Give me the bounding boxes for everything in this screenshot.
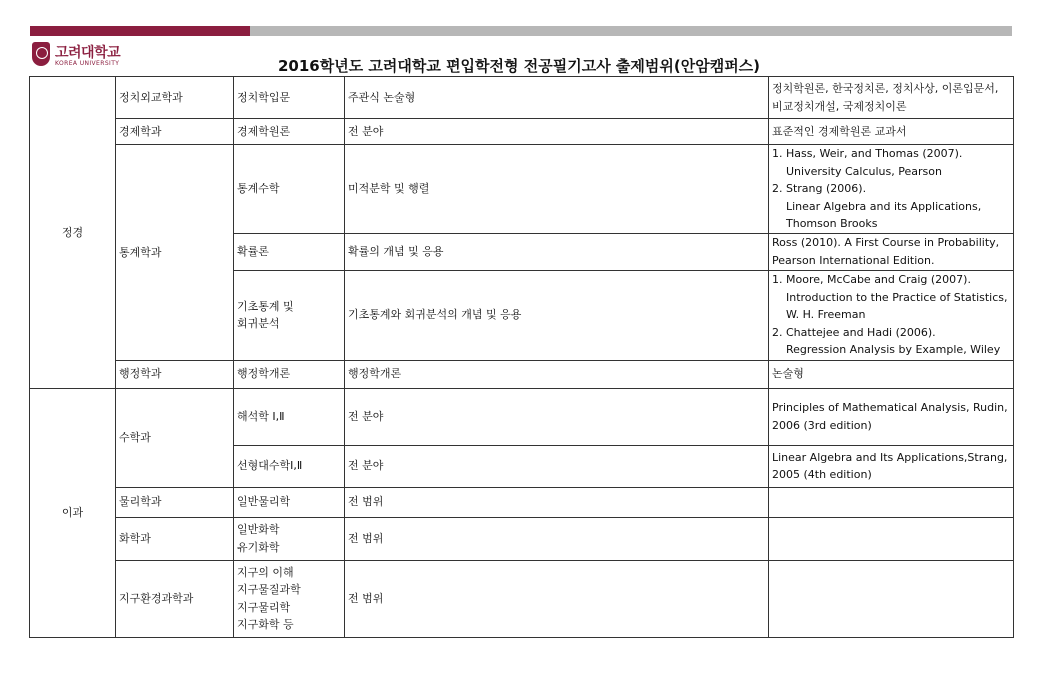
logo-name: 고려대학교 [55, 45, 121, 61]
department-cell: 행정학과 [116, 360, 234, 388]
scope-cell: 행정학개론 [345, 360, 769, 388]
department-cell: 경제학과 [116, 119, 234, 145]
subject-cell: 확률론 [234, 233, 345, 270]
table-row [30, 360, 1014, 388]
reference-cell: Ross (2010). A First Course in Probability, Pearson International Edition. [769, 233, 1014, 270]
subject-cell: 지구의 이해 지구물질과학 지구물리학 지구화학 등 [234, 560, 345, 637]
reference-cell [769, 560, 1014, 637]
subject-cell: 일반물리학 [234, 487, 345, 517]
reference-cell: 논술형 [769, 360, 1014, 388]
reference-cell: 1. Moore, McCabe and Craig (2007). Introduction to the Practice of Statistics, W. H. Freeman 2. Chattejee and Hadi (2006). Regression Analysis by Example, Wiley [769, 270, 1014, 360]
subject-cell: 선형대수학Ⅰ,Ⅱ [234, 445, 345, 487]
subject-cell: 해석학 Ⅰ,Ⅱ [234, 388, 345, 445]
subject-cell: 기초통계 및 회귀분석 [234, 270, 345, 360]
group-cell: 정경 [30, 77, 116, 389]
department-cell: 수학과 [116, 388, 234, 487]
scope-cell: 전 분야 [345, 445, 769, 487]
scope-cell: 전 범위 [345, 517, 769, 560]
table-row [30, 560, 1014, 637]
subject-cell: 정치학입문 [234, 77, 345, 119]
table-row [30, 487, 1014, 517]
scope-cell: 전 범위 [345, 487, 769, 517]
department-cell: 물리학과 [116, 487, 234, 517]
table-row [30, 77, 1014, 119]
reference-cell: Principles of Mathematical Analysis, Rudin, 2006 (3rd edition) [769, 388, 1014, 445]
logo-subtitle: KOREA UNIVERSITY [55, 60, 120, 67]
subject-cell: 일반화학 유기화학 [234, 517, 345, 560]
scope-cell: 미적분학 및 행렬 [345, 145, 769, 234]
page-title: 2016학년도 고려대학교 편입학전형 전공필기고사 출제범위(안암캠퍼스) [277, 57, 761, 75]
department-cell: 정치외교학과 [116, 77, 234, 119]
reference-cell: Linear Algebra and Its Applications,Strang, 2005 (4th edition) [769, 445, 1014, 487]
table-row [30, 517, 1014, 560]
exam-scope-table [29, 76, 1014, 638]
reference-cell [769, 487, 1014, 517]
department-cell: 지구환경과학과 [116, 560, 234, 637]
table-row [30, 388, 1014, 445]
header-bar [250, 26, 1012, 36]
header-bar-accent [30, 26, 250, 36]
scope-cell: 확률의 개념 및 응용 [345, 233, 769, 270]
group-cell: 이과 [30, 388, 116, 637]
scope-cell: 전 범위 [345, 560, 769, 637]
table-row [30, 119, 1014, 145]
subject-cell: 경제학원론 [234, 119, 345, 145]
scope-cell: 주관식 논술형 [345, 77, 769, 119]
department-cell: 통계학과 [116, 145, 234, 361]
department-cell: 화학과 [116, 517, 234, 560]
scope-cell: 전 분야 [345, 388, 769, 445]
table-row [30, 145, 1014, 234]
reference-cell: 표준적인 경제학원론 교과서 [769, 119, 1014, 145]
reference-cell [769, 517, 1014, 560]
scope-cell: 전 분야 [345, 119, 769, 145]
scope-cell: 기초통계와 회귀분석의 개념 및 응용 [345, 270, 769, 360]
reference-cell: 1. Hass, Weir, and Thomas (2007). University Calculus, Pearson 2. Strang (2006). Linear Algebra and its Applications, Thomson Brooks [769, 145, 1014, 234]
reference-cell: 정치학원론, 한국정치론, 정치사상, 이론입문서, 비교정치개설, 국제정치이론 [769, 77, 1014, 119]
subject-cell: 통계수학 [234, 145, 345, 234]
subject-cell: 행정학개론 [234, 360, 345, 388]
